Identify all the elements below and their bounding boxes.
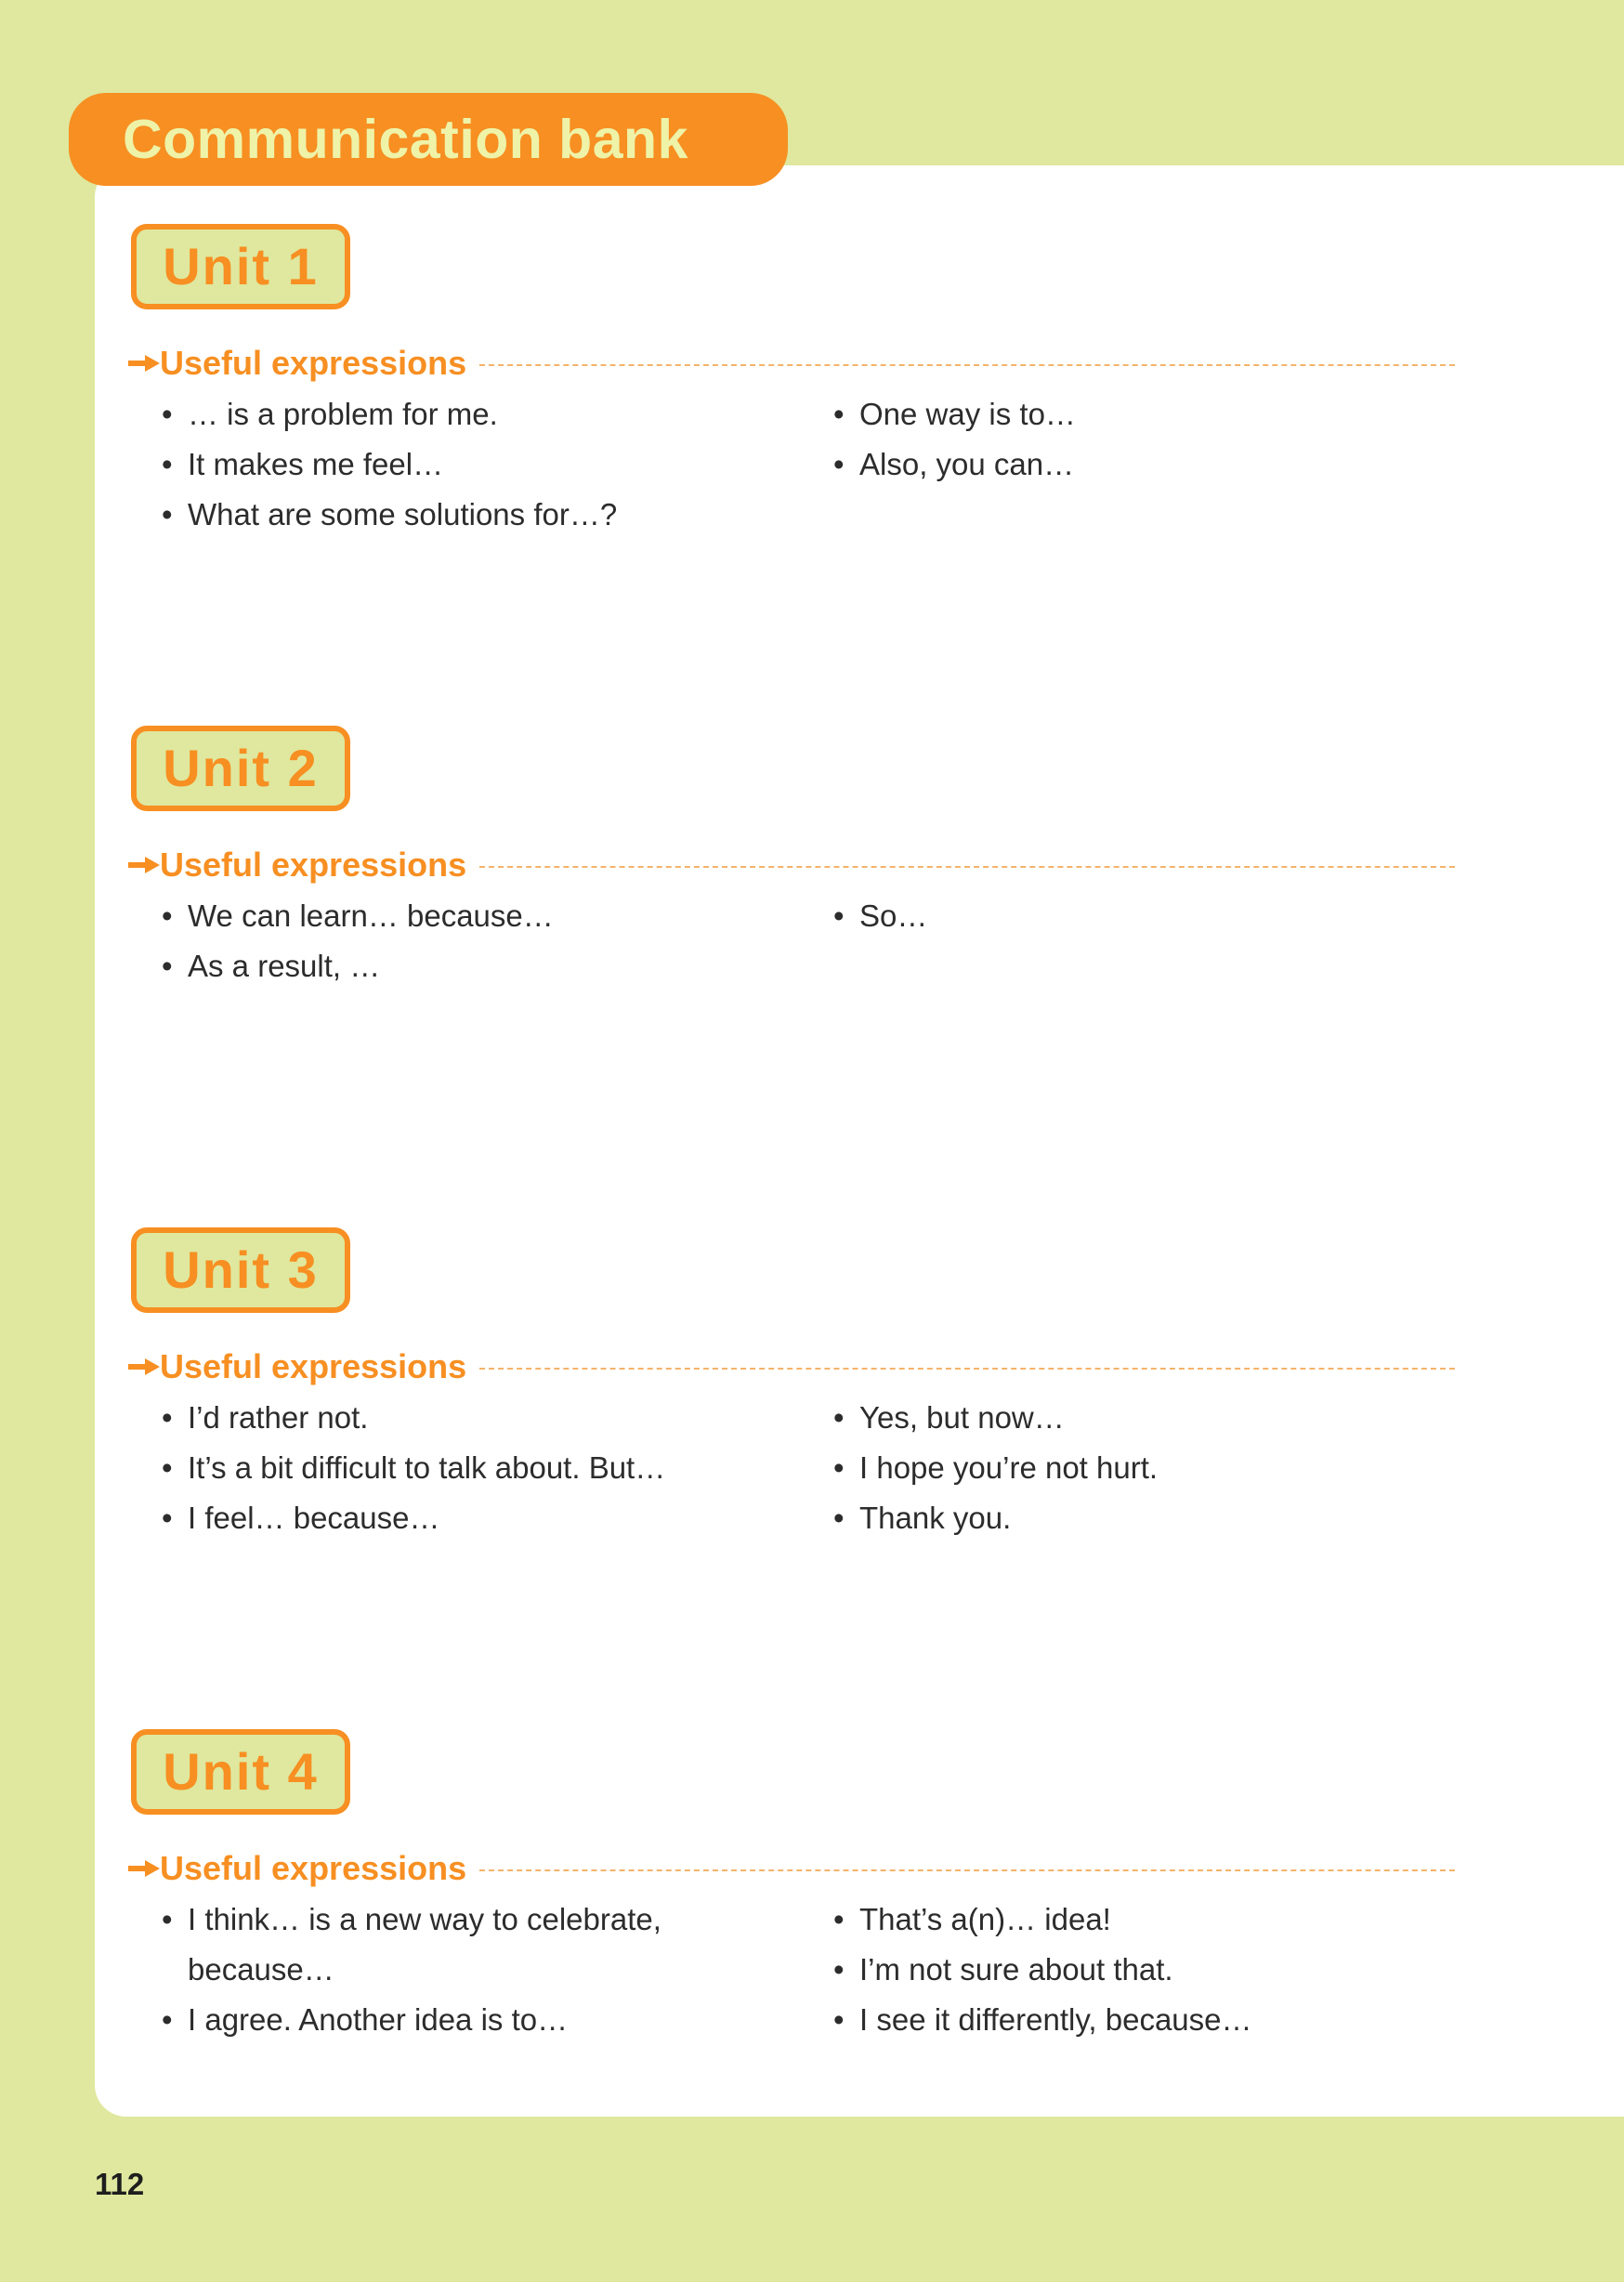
dashed-divider	[479, 364, 1455, 366]
arrow-icon	[128, 1357, 160, 1376]
expressions-right-column	[833, 389, 1484, 490]
unit-2-badge: Unit 2	[131, 726, 350, 811]
arrow-icon	[128, 856, 160, 874]
expression-item: • That’s a(n)… idea!	[833, 1895, 1484, 1945]
expression-item: • Also, you can…	[833, 439, 1484, 490]
useful-expressions-header	[128, 343, 1455, 384]
expression-item: • It’s a bit difficult to talk about. But…	[162, 1443, 793, 1493]
expression-item	[162, 1895, 793, 1995]
page-number: 112	[95, 2167, 145, 2201]
expression-item: • As a result, …	[162, 941, 793, 991]
expressions-left-column	[162, 389, 793, 540]
unit-3-badge: Unit 3	[131, 1227, 350, 1313]
expressions-left-column	[162, 891, 793, 991]
expression-item: • I’d rather not.	[162, 1393, 793, 1443]
expressions-right-column	[833, 1393, 1484, 1543]
expression-item: • We can learn… because…	[162, 891, 793, 941]
expressions-left-column	[162, 1393, 793, 1543]
expression-item: • … is a problem for me.	[162, 389, 793, 439]
expression-item: • I’m not sure about that.	[833, 1945, 1484, 1995]
expression-item: • So…	[833, 891, 1484, 941]
expressions-right-column	[833, 1895, 1484, 2045]
expression-item: • One way is to…	[833, 389, 1484, 439]
expression-line: because…	[188, 1952, 334, 1987]
arrow-icon	[128, 354, 160, 373]
expression-item: • Yes, but now…	[833, 1393, 1484, 1443]
expression-item: • I feel… because…	[162, 1493, 793, 1543]
expression-item: • I see it differently, because…	[833, 1995, 1484, 2045]
dashed-divider	[479, 1368, 1455, 1370]
dashed-divider	[479, 1869, 1455, 1871]
expression-item: • I hope you’re not hurt.	[833, 1443, 1484, 1493]
expressions-left-column	[162, 1895, 793, 2045]
useful-expressions-label: Useful expressions	[160, 1849, 467, 1887]
arrow-icon	[128, 1859, 160, 1878]
unit-3-section	[0, 1227, 1624, 1618]
unit-4-badge: Unit 4	[131, 1729, 350, 1815]
unit-1-badge: Unit 1	[131, 224, 350, 309]
page-title: Communication bank	[69, 93, 788, 186]
expression-line: I think… is a new way to celebrate,	[188, 1902, 661, 1936]
dashed-divider	[479, 866, 1455, 868]
expression-item: • It makes me feel…	[162, 439, 793, 490]
unit-1-section	[0, 224, 1624, 614]
useful-expressions-label: Useful expressions	[160, 846, 467, 884]
useful-expressions-header	[128, 1346, 1455, 1387]
unit-2-section	[0, 726, 1624, 1116]
useful-expressions-header	[128, 845, 1455, 885]
useful-expressions-label: Useful expressions	[160, 1347, 467, 1385]
useful-expressions-header	[128, 1848, 1455, 1889]
expression-item: • Thank you.	[833, 1493, 1484, 1543]
expression-item: • What are some solutions for…?	[162, 490, 793, 540]
unit-4-section	[0, 1729, 1624, 2119]
expressions-right-column	[833, 891, 1484, 941]
expression-item: • I agree. Another idea is to…	[162, 1995, 793, 2045]
useful-expressions-label: Useful expressions	[160, 344, 467, 382]
